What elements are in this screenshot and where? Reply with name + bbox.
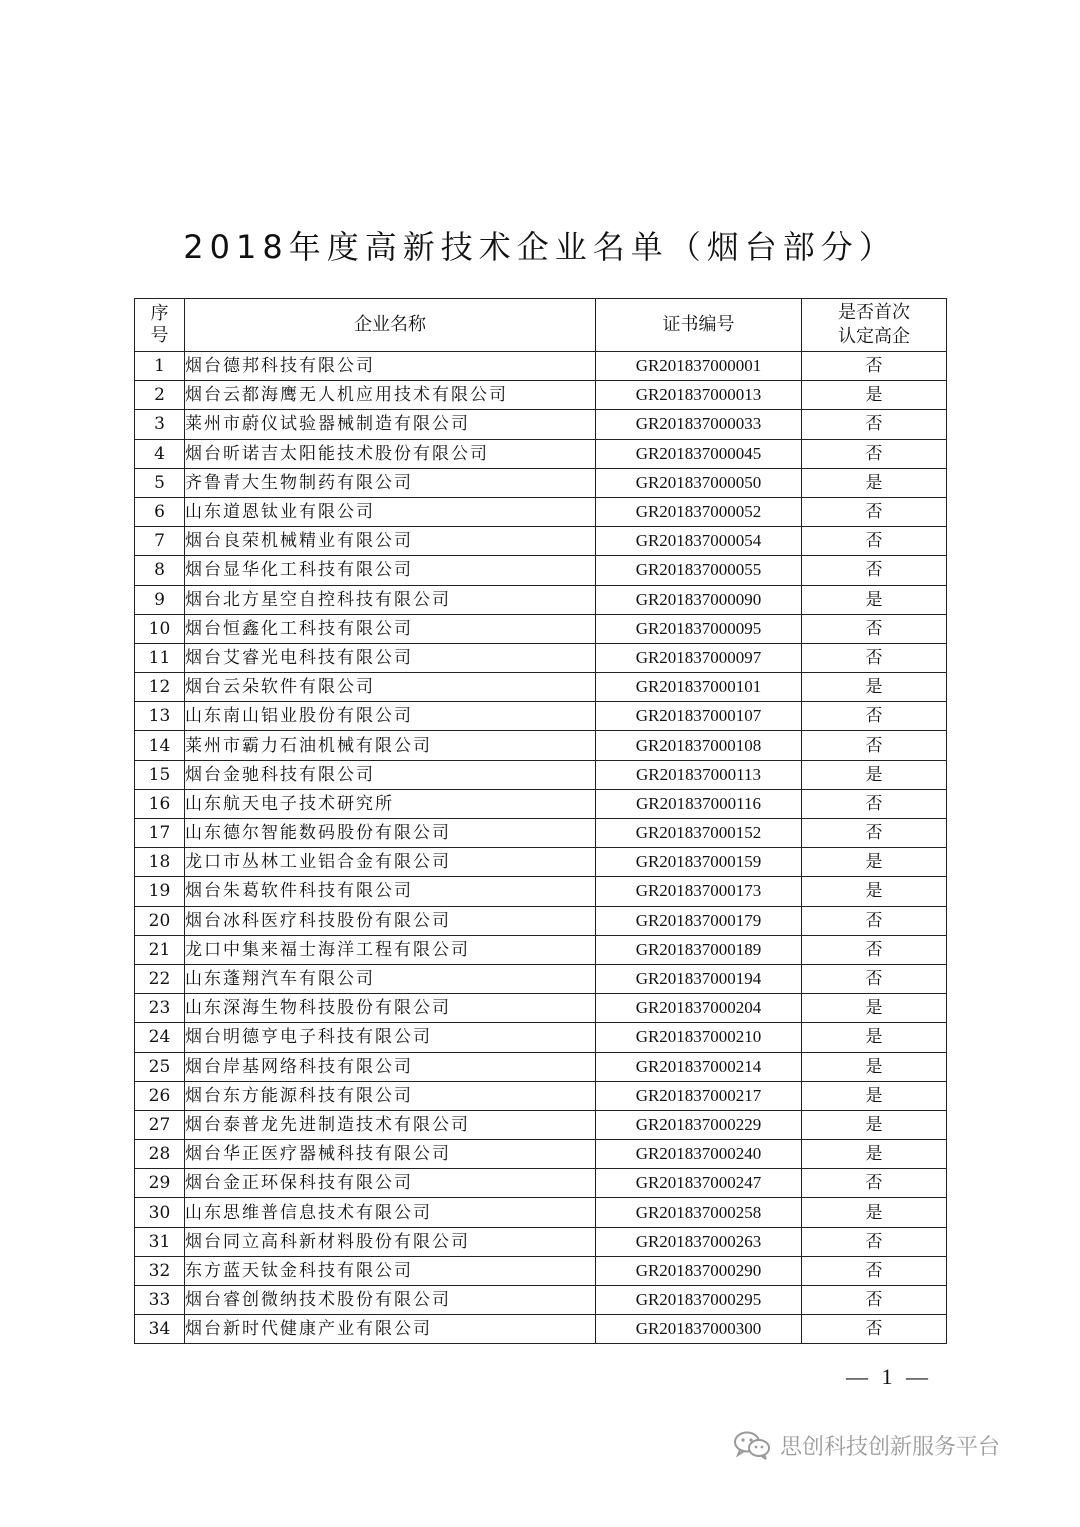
cell-cert: GR201837000013 xyxy=(596,381,802,410)
cell-first: 否 xyxy=(802,1315,947,1344)
cell-name: 烟台朱葛软件科技有限公司 xyxy=(185,877,596,906)
cell-no: 34 xyxy=(135,1315,185,1344)
cell-first: 否 xyxy=(802,1286,947,1315)
cell-no: 15 xyxy=(135,760,185,789)
cell-name: 烟台金正环保科技有限公司 xyxy=(185,1169,596,1198)
table-row xyxy=(135,585,947,614)
cell-name: 烟台昕诺吉太阳能技术股份有限公司 xyxy=(185,439,596,468)
cell-first: 是 xyxy=(802,1023,947,1052)
cell-name: 龙口中集来福士海洋工程有限公司 xyxy=(185,935,596,964)
cell-no: 32 xyxy=(135,1256,185,1285)
cell-no: 16 xyxy=(135,789,185,818)
cell-name: 山东道恩钛业有限公司 xyxy=(185,497,596,526)
cell-first: 否 xyxy=(802,906,947,935)
cell-no: 9 xyxy=(135,585,185,614)
cell-first: 否 xyxy=(802,964,947,993)
table-row xyxy=(135,760,947,789)
cell-first: 否 xyxy=(802,702,947,731)
table-row xyxy=(135,877,947,906)
cell-no: 28 xyxy=(135,1140,185,1169)
cell-cert: GR201837000097 xyxy=(596,643,802,672)
cell-no: 17 xyxy=(135,819,185,848)
table-row xyxy=(135,381,947,410)
cell-cert: GR201837000113 xyxy=(596,760,802,789)
cell-name: 烟台良荣机械精业有限公司 xyxy=(185,527,596,556)
cell-name: 烟台新时代健康产业有限公司 xyxy=(185,1315,596,1344)
table-row xyxy=(135,1256,947,1285)
header-name: 企业名称 xyxy=(185,299,596,352)
cell-first: 是 xyxy=(802,1140,947,1169)
cell-first: 否 xyxy=(802,731,947,760)
table-row xyxy=(135,789,947,818)
header-cert: 证书编号 xyxy=(596,299,802,352)
table-row xyxy=(135,497,947,526)
table-row xyxy=(135,673,947,702)
cell-cert: GR201837000054 xyxy=(596,527,802,556)
cell-first: 否 xyxy=(802,789,947,818)
table-row xyxy=(135,643,947,672)
cell-first: 是 xyxy=(802,1198,947,1227)
cell-cert: GR201837000214 xyxy=(596,1052,802,1081)
cell-no: 12 xyxy=(135,673,185,702)
table-row xyxy=(135,935,947,964)
cell-no: 30 xyxy=(135,1198,185,1227)
cell-name: 东方蓝天钛金科技有限公司 xyxy=(185,1256,596,1285)
cell-name: 烟台显华化工科技有限公司 xyxy=(185,556,596,585)
cell-cert: GR201837000179 xyxy=(596,906,802,935)
table-row xyxy=(135,410,947,439)
table-row xyxy=(135,556,947,585)
wechat-icon xyxy=(732,1430,772,1460)
cell-first: 否 xyxy=(802,439,947,468)
cell-first: 否 xyxy=(802,497,947,526)
cell-name: 山东航天电子技术研究所 xyxy=(185,789,596,818)
cell-name: 齐鲁青大生物制药有限公司 xyxy=(185,468,596,497)
watermark-text: 思创科技创新服务平台 xyxy=(780,1434,1001,1460)
cell-name: 山东南山铝业股份有限公司 xyxy=(185,702,596,731)
table-row xyxy=(135,1286,947,1315)
cell-cert: GR201837000258 xyxy=(596,1198,802,1227)
cell-no: 24 xyxy=(135,1023,185,1052)
enterprise-table xyxy=(134,298,947,1344)
table-row xyxy=(135,848,947,877)
cell-name: 烟台岸基网络科技有限公司 xyxy=(185,1052,596,1081)
cell-first: 是 xyxy=(802,877,947,906)
cell-cert: GR201837000173 xyxy=(596,877,802,906)
cell-name: 烟台华正医疗器械科技有限公司 xyxy=(185,1140,596,1169)
cell-cert: GR201837000055 xyxy=(596,556,802,585)
cell-name: 烟台睿创微纳技术股份有限公司 xyxy=(185,1286,596,1315)
cell-cert: GR201837000095 xyxy=(596,614,802,643)
cell-name: 烟台金驰科技有限公司 xyxy=(185,760,596,789)
cell-no: 2 xyxy=(135,381,185,410)
cell-first: 是 xyxy=(802,673,947,702)
cell-cert: GR201837000050 xyxy=(596,468,802,497)
cell-no: 25 xyxy=(135,1052,185,1081)
cell-cert: GR201837000204 xyxy=(596,994,802,1023)
document-title: 2018年度高新技术企业名单（烟台部分） xyxy=(183,228,897,266)
cell-name: 山东思维普信息技术有限公司 xyxy=(185,1198,596,1227)
cell-no: 4 xyxy=(135,439,185,468)
cell-no: 31 xyxy=(135,1227,185,1256)
cell-name: 烟台泰普龙先进制造技术有限公司 xyxy=(185,1110,596,1139)
cell-first: 否 xyxy=(802,935,947,964)
table-header xyxy=(135,299,947,352)
cell-cert: GR201837000189 xyxy=(596,935,802,964)
cell-first: 是 xyxy=(802,848,947,877)
cell-cert: GR201837000090 xyxy=(596,585,802,614)
table-row xyxy=(135,1198,947,1227)
table-row xyxy=(135,1169,947,1198)
cell-cert: GR201837000247 xyxy=(596,1169,802,1198)
cell-cert: GR201837000152 xyxy=(596,819,802,848)
cell-cert: GR201837000194 xyxy=(596,964,802,993)
table-row xyxy=(135,1227,947,1256)
cell-no: 27 xyxy=(135,1110,185,1139)
header-first-line1: 是否首次 xyxy=(838,302,910,323)
table-row xyxy=(135,614,947,643)
cell-name: 烟台冰科医疗科技股份有限公司 xyxy=(185,906,596,935)
cell-no: 3 xyxy=(135,410,185,439)
cell-cert: GR201837000107 xyxy=(596,702,802,731)
cell-cert: GR201837000240 xyxy=(596,1140,802,1169)
cell-first: 是 xyxy=(802,1052,947,1081)
cell-first: 是 xyxy=(802,1081,947,1110)
cell-first: 是 xyxy=(802,994,947,1023)
cell-no: 5 xyxy=(135,468,185,497)
cell-no: 21 xyxy=(135,935,185,964)
cell-first: 否 xyxy=(802,614,947,643)
cell-name: 龙口市丛林工业铝合金有限公司 xyxy=(185,848,596,877)
table-row xyxy=(135,702,947,731)
table-row xyxy=(135,439,947,468)
cell-no: 23 xyxy=(135,994,185,1023)
table-row xyxy=(135,964,947,993)
cell-first: 否 xyxy=(802,1256,947,1285)
cell-no: 10 xyxy=(135,614,185,643)
cell-name: 山东蓬翔汽车有限公司 xyxy=(185,964,596,993)
cell-first: 否 xyxy=(802,352,947,381)
cell-name: 莱州市蔚仪试验器械制造有限公司 xyxy=(185,410,596,439)
table-row xyxy=(135,1052,947,1081)
cell-first: 是 xyxy=(802,760,947,789)
cell-first: 否 xyxy=(802,1227,947,1256)
table-row xyxy=(135,819,947,848)
page-number: — 1 — xyxy=(846,1364,932,1389)
cell-no: 20 xyxy=(135,906,185,935)
table-row xyxy=(135,352,947,381)
cell-first: 否 xyxy=(802,527,947,556)
header-no-line1: 序 xyxy=(150,303,169,324)
cell-first: 是 xyxy=(802,585,947,614)
cell-cert: GR201837000295 xyxy=(596,1286,802,1315)
table-row xyxy=(135,468,947,497)
cell-first: 是 xyxy=(802,468,947,497)
cell-cert: GR201837000217 xyxy=(596,1081,802,1110)
cell-no: 22 xyxy=(135,964,185,993)
table-row xyxy=(135,1140,947,1169)
cell-no: 19 xyxy=(135,877,185,906)
cell-no: 13 xyxy=(135,702,185,731)
table-row xyxy=(135,906,947,935)
cell-no: 26 xyxy=(135,1081,185,1110)
cell-cert: GR201837000001 xyxy=(596,352,802,381)
cell-no: 6 xyxy=(135,497,185,526)
cell-name: 烟台云朵软件有限公司 xyxy=(185,673,596,702)
header-no-line2: 号 xyxy=(150,325,169,346)
cell-no: 33 xyxy=(135,1286,185,1315)
cell-no: 29 xyxy=(135,1169,185,1198)
table-row xyxy=(135,1315,947,1344)
cell-cert: GR201837000033 xyxy=(596,410,802,439)
cell-name: 烟台艾睿光电科技有限公司 xyxy=(185,643,596,672)
cell-first: 否 xyxy=(802,819,947,848)
header-no xyxy=(135,299,185,352)
cell-cert: GR201837000045 xyxy=(596,439,802,468)
cell-first: 否 xyxy=(802,643,947,672)
header-first-line2: 认定高企 xyxy=(838,326,910,347)
cell-no: 18 xyxy=(135,848,185,877)
table-row xyxy=(135,994,947,1023)
cell-cert: GR201837000263 xyxy=(596,1227,802,1256)
cell-name: 莱州市霸力石油机械有限公司 xyxy=(185,731,596,760)
cell-first: 是 xyxy=(802,381,947,410)
cell-name: 烟台东方能源科技有限公司 xyxy=(185,1081,596,1110)
cell-name: 烟台恒鑫化工科技有限公司 xyxy=(185,614,596,643)
table-row xyxy=(135,1023,947,1052)
table-row xyxy=(135,1081,947,1110)
cell-no: 1 xyxy=(135,352,185,381)
cell-cert: GR201837000290 xyxy=(596,1256,802,1285)
table-row xyxy=(135,527,947,556)
cell-name: 烟台云都海鹰无人机应用技术有限公司 xyxy=(185,381,596,410)
cell-no: 11 xyxy=(135,643,185,672)
table-row xyxy=(135,731,947,760)
cell-first: 否 xyxy=(802,410,947,439)
cell-name: 烟台明德亨电子科技有限公司 xyxy=(185,1023,596,1052)
cell-no: 8 xyxy=(135,556,185,585)
cell-cert: GR201837000300 xyxy=(596,1315,802,1344)
cell-first: 否 xyxy=(802,556,947,585)
cell-no: 7 xyxy=(135,527,185,556)
cell-cert: GR201837000159 xyxy=(596,848,802,877)
cell-cert: GR201837000229 xyxy=(596,1110,802,1139)
cell-first: 否 xyxy=(802,1169,947,1198)
cell-name: 山东德尔智能数码股份有限公司 xyxy=(185,819,596,848)
header-first xyxy=(802,299,947,352)
cell-name: 山东深海生物科技股份有限公司 xyxy=(185,994,596,1023)
cell-cert: GR201837000108 xyxy=(596,731,802,760)
cell-name: 烟台同立高科新材料股份有限公司 xyxy=(185,1227,596,1256)
cell-no: 14 xyxy=(135,731,185,760)
table-row xyxy=(135,1110,947,1139)
cell-cert: GR201837000116 xyxy=(596,789,802,818)
cell-name: 烟台北方星空自控科技有限公司 xyxy=(185,585,596,614)
watermark xyxy=(732,1428,1000,1462)
table-body xyxy=(135,352,947,1344)
cell-first: 是 xyxy=(802,1110,947,1139)
cell-cert: GR201837000052 xyxy=(596,497,802,526)
cell-cert: GR201837000210 xyxy=(596,1023,802,1052)
cell-name: 烟台德邦科技有限公司 xyxy=(185,352,596,381)
cell-cert: GR201837000101 xyxy=(596,673,802,702)
